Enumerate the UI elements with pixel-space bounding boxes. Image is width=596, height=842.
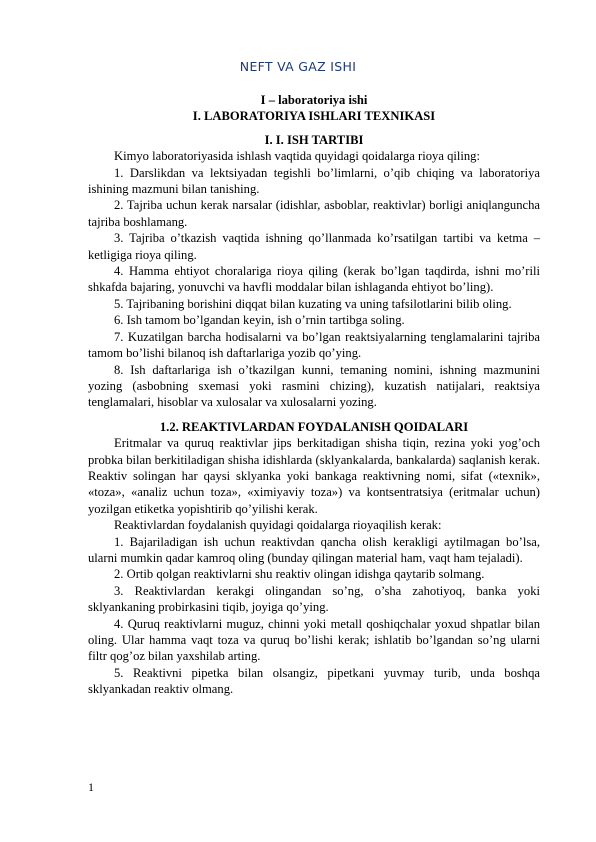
section2-paragraph: 4. Quruq reaktivlarni muguz, chinni yoki metall qoshiqchalar yoxud shpatlar bilan oling. Ular hamma vaqt toza va quruq bo’lishi kerak; ishlatib bo’lgandan so’ng ularni filtr qog’oz bilan yaxshilab arting.: [88, 616, 540, 664]
document-header: NEFT VA GAZ ISHI: [239, 59, 357, 74]
section1-paragraph: 6. Ish tamom bo’lgandan keyin, ish o’rnin tartibga soling.: [114, 313, 405, 328]
section2-paragraph: 1. Bajariladigan ish uchun reaktivdan qancha olish kerakligi aytilmagan bo’lsa, ularni mumkin qadar kamroq oling (bunday qilingan material ham, vaqt ham tejaladi).: [88, 534, 540, 565]
section2-title: 1.2. REAKTIVLARDAN FOYDALANISH QOIDALARI: [159, 419, 469, 434]
section1-paragraph: 4. Hamma ehtiyot choralariga rioya qiling (kerak bo’lgan taqdirda, ishni mo’rili shkafda bajaring, yonuvchi va havfli moddalar bilan ishlaganda ehtiyot bo’ling).: [88, 264, 540, 295]
section2-paragraph: Eritmalar va quruq reaktivlar jips berkitadigan shisha tiqin, rezina yoki yog’och probka bilan berkitiladigan shisha idishlarda (sklyankalarda, bankalarda) saqlanish kerak. Reaktiv solingan har qaysi sklyanka yoki bankaga reaktivning nomi, sifat («texnik», «toza», «analiz uchun toza», «ximiyaviy toza») va kontsentratsiya (eritmalar uchun) yozilgan etiketka yopishtirib qo’yilishi kerak.: [88, 436, 540, 516]
section2-paragraph: 5. Reaktivni pipetka bilan olsangiz, pipetkani yuvmay turib, unda boshqa sklyankadan reaktiv olmang.: [88, 665, 540, 697]
section2-paragraph: 3. Reaktivlardan kerakgi olingandan so’ng, o’sha zahotiyoq, banka yoki sklyankaning probirkasini tiqib, joyiga qo’ying.: [88, 583, 540, 615]
lab-title: I – laboratoriya ishi: [260, 93, 368, 107]
section1-title: I. I. ISH TARTIBI: [264, 132, 364, 147]
section2-paragraph: 2. Ortib qolgan reaktivlarni shu reaktiv olingan idishga qaytarib solmang.: [114, 567, 485, 582]
main-title: I. LABORATORIYA ISHLARI TEXNIKASI: [192, 109, 436, 124]
section1-paragraph: 2. Tajriba uchun kerak narsalar (idishlar, asboblar, reaktivlar) borligi aniqlanguncha tajriba boshlamang.: [88, 198, 540, 229]
section1-paragraph: 8. Ish daftarlariga ish o’tkazilgan kunni, temaning nomini, ishning mazmunini yozing (asbobning sxemasi yoki rasmini chizing), kuzatish natijalari, reaktsiya tenglamalari, hisoblar va xulosalar va xulosalarni yozing.: [88, 362, 540, 410]
section1-paragraph: 1. Darslikdan va lektsiyadan tegishli bo’limlarni, o’qib chiqing va laboratoriya ishining mazmuni bilan tanishing.: [88, 165, 540, 197]
page-number: 1: [88, 780, 94, 794]
section1-paragraph: 5. Tajribaning borishini diqqat bilan kuzating va uning tafsilotlarini bilib oling.: [114, 296, 512, 311]
document-body: [88, 92, 540, 698]
section1-paragraph: 3. Tajriba o’tkazish vaqtida ishning qo’llanmada ko’rsatilgan tartibi va ketma – ketligiga rioya qiling.: [88, 231, 540, 262]
section1-paragraph: 7. Kuzatilgan barcha hodisalarni va bo’lgan reaktsiyalarning tenglamalarini tajriba tamom bo’lishi bilanoq ish daftarlariga yozib qo’ying.: [88, 329, 540, 361]
section1-paragraph: Kimyo laboratoriyasida ishlash vaqtida quyidagi qoidalarga rioya qiling:: [114, 149, 480, 164]
section2-paragraph: Reaktivlardan foydalanish quyidagi qoidalarga rioyaqilish kerak:: [114, 518, 442, 533]
